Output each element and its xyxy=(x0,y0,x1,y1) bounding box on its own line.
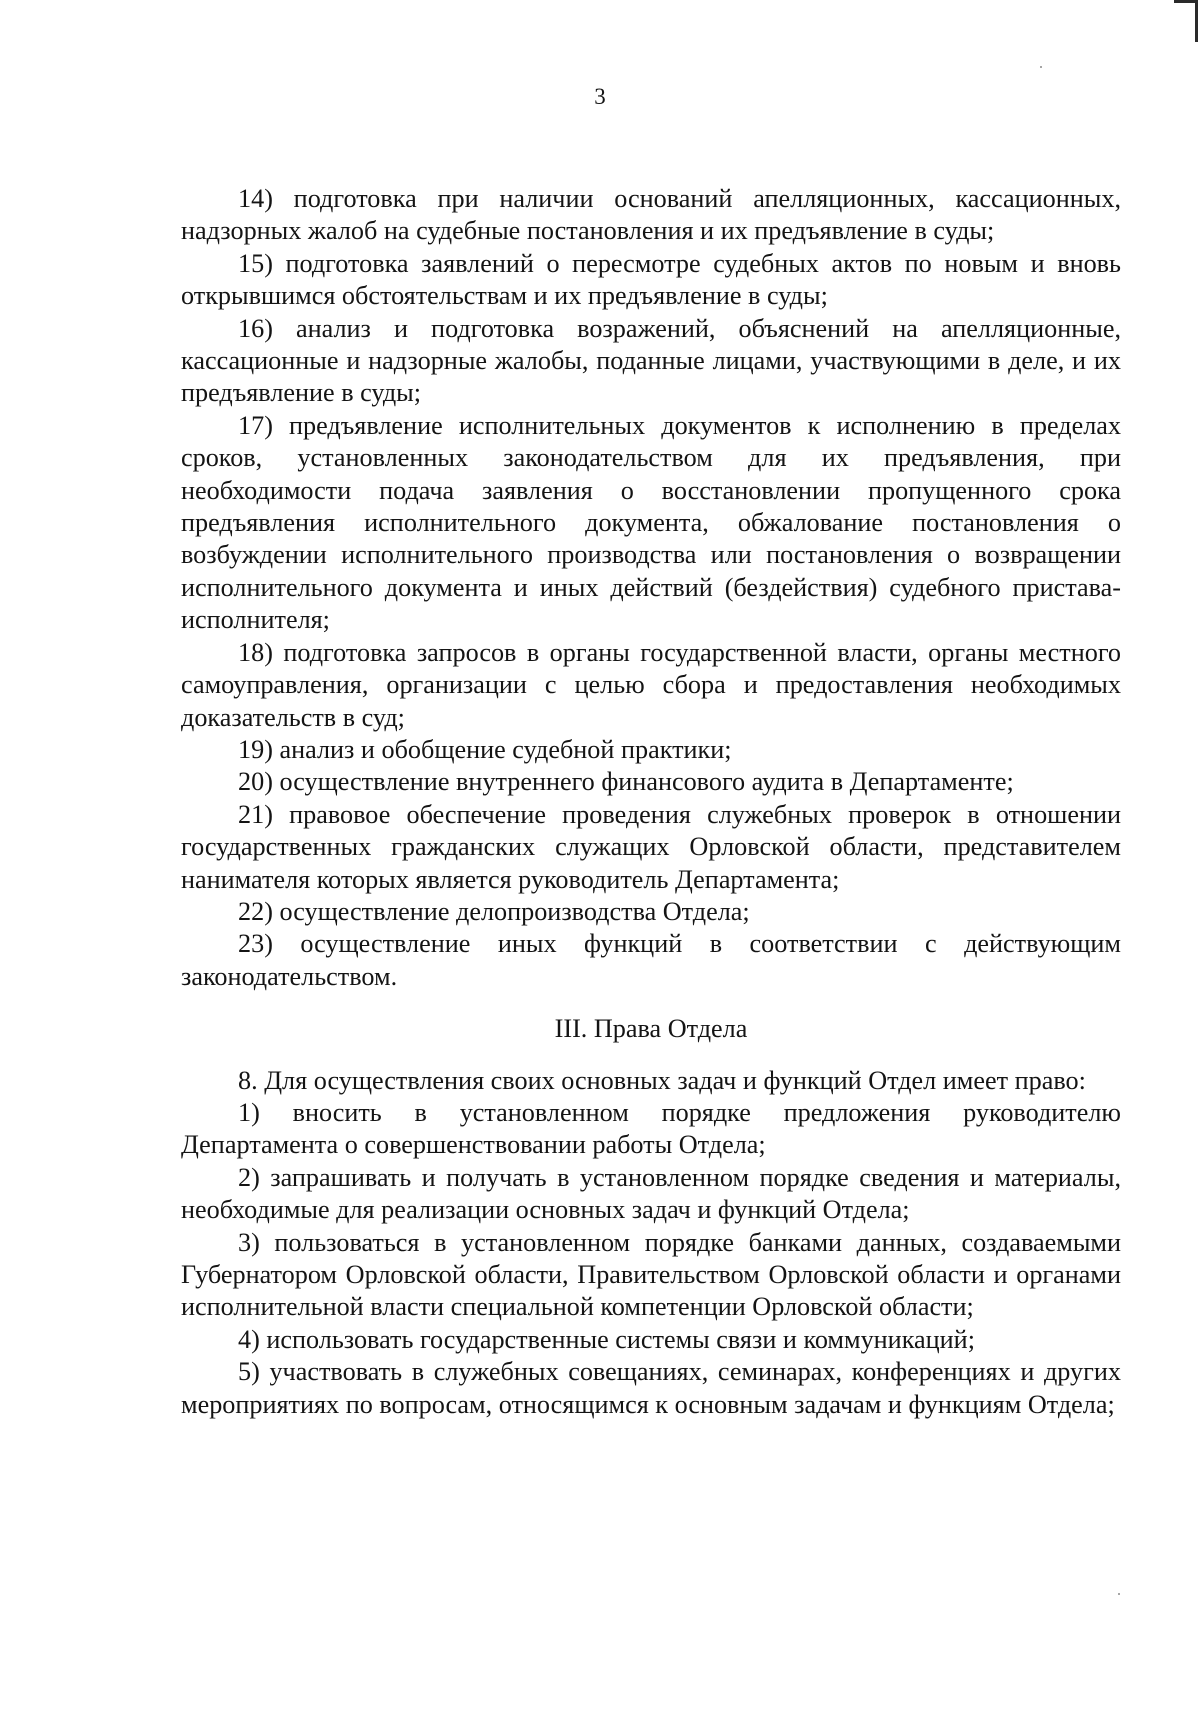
list-item-18: 18) подготовка запросов в органы государственной власти, органы местного самоуправления, организации с целью сбора и предоставления необходимых доказательств в суд; xyxy=(181,637,1121,732)
list-item-19: 19) анализ и обобщение судебной практики; xyxy=(238,734,732,764)
list-item-15: 15) подготовка заявлений о пересмотре судебных актов по новым и вновь открывшимся обстоятельствам и их предъявление в суды; xyxy=(181,248,1121,311)
rights-item-2: 2) запрашивать и получать в установленном порядке сведения и материалы, необходимые для реализации основных задач и функций Отдела; xyxy=(181,1162,1121,1225)
rights-item-3: 3) пользоваться в установленном порядке банками данных, создаваемыми Губернатором Орловской области, Правительством Орловской области и органами исполнительной власти специальной компетенции Орловской области; xyxy=(181,1227,1121,1322)
scan-speck xyxy=(1118,1593,1120,1595)
page-number: 3 xyxy=(594,84,606,109)
list-item-20: 20) осуществление внутреннего финансового аудита в Департаменте; xyxy=(238,767,1014,797)
document-body xyxy=(181,183,1121,1421)
scan-speck xyxy=(1040,66,1042,68)
list-item-23: 23) осуществление иных функций в соответствии с действующим законодательством. xyxy=(181,929,1121,991)
list-item-21: 21) правовое обеспечение проведения служебных проверок в отношении государственных гражданских служащих Орловской области, представителем нанимателя которых является руководитель Департамента; xyxy=(181,799,1121,894)
rights-item-4: 4) использовать государственные системы связи и коммуникаций; xyxy=(238,1324,975,1354)
clause-8-intro: 8. Для осуществления своих основных задач и функций Отдел имеет право: xyxy=(238,1065,1086,1095)
list-item-17: 17) предъявление исполнительных документов к исполнению в пределах сроков, установленных законодательством для их предъявления, при необходимости подача заявления о восстановлении пропущенного срока предъявления исполнительного документа, обжалование постановления о возбуждении исполнительного производства или постановления о возвращении исполнительного документа и иных действий (бездействия) судебного пристава-исполнителя; xyxy=(181,410,1121,635)
section-heading: III. Права Отдела xyxy=(554,1014,748,1044)
list-item-22: 22) осуществление делопроизводства Отдела; xyxy=(238,896,750,926)
list-item-14: 14) подготовка при наличии оснований апелляционных, кассационных, надзорных жалоб на судебные постановления и их предъявление в суды; xyxy=(181,184,1121,246)
scan-corner-mark xyxy=(1174,0,1198,42)
rights-item-5: 5) участвовать в служебных совещаниях, семинарах, конференциях и других мероприятиях по вопросам, относящимся к основным задачам и функциям Отдела; xyxy=(181,1357,1121,1419)
rights-item-1: 1) вносить в установленном порядке предложения руководителю Департамента о совершенствовании работы Отдела; xyxy=(181,1097,1121,1160)
list-item-16: 16) анализ и подготовка возражений, объяснений на апелляционные, кассационные и надзорные жалобы, поданные лицами, участвующими в деле, и их предъявление в суды; xyxy=(181,313,1121,408)
